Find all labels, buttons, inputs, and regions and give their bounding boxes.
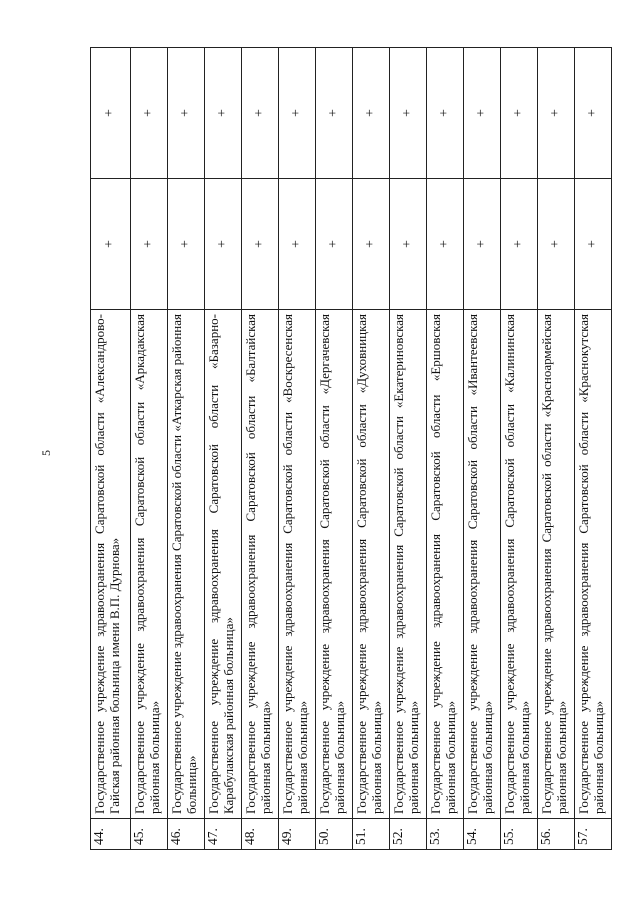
mark-cell-2: + bbox=[168, 48, 205, 179]
row-number: 48. bbox=[242, 819, 279, 850]
institution-name: Государственное учреждение здравоохранения Саратовской области «Ивантеевская районная больница» bbox=[464, 310, 501, 819]
mark-cell-1: + bbox=[575, 179, 612, 310]
row-number: 54. bbox=[464, 819, 501, 850]
mark-cell-2: + bbox=[464, 48, 501, 179]
institution-name: Государственное учреждение здравоохранения Саратовской области «Красноармейская районная больница» bbox=[538, 310, 575, 819]
institution-name: Государственное учреждение здравоохранения Саратовской области «Краснокутская районная больница» bbox=[575, 310, 612, 819]
mark-cell-1: + bbox=[390, 179, 427, 310]
row-number: 45. bbox=[131, 819, 168, 850]
table-row bbox=[279, 48, 316, 850]
row-number: 55. bbox=[501, 819, 538, 850]
table-row bbox=[131, 48, 168, 850]
page-number: 5 bbox=[39, 450, 53, 456]
institution-name: Государственное учреждение здравоохранения Саратовской области «Аркадакская районная больница» bbox=[131, 310, 168, 819]
mark-cell-1: + bbox=[427, 179, 464, 310]
row-number: 51. bbox=[353, 819, 390, 850]
mark-cell-2: + bbox=[279, 48, 316, 179]
mark-cell-1: + bbox=[131, 179, 168, 310]
mark-cell-1: + bbox=[279, 179, 316, 310]
table-row bbox=[316, 48, 353, 850]
mark-cell-2: + bbox=[538, 48, 575, 179]
table-row bbox=[168, 48, 205, 850]
mark-cell-2: + bbox=[242, 48, 279, 179]
mark-cell-1: + bbox=[168, 179, 205, 310]
mark-cell-1: + bbox=[501, 179, 538, 310]
institution-name: Государственное учреждение здравоохранения Саратовской области «Дергачевская районная больница» bbox=[316, 310, 353, 819]
rotated-table-container bbox=[90, 56, 606, 850]
row-number: 57. bbox=[575, 819, 612, 850]
row-number: 47. bbox=[205, 819, 242, 850]
institution-name: Государственное учреждение здравоохранения Саратовской области «Александрово-Гайская районная больница имени В.П. Дурнова» bbox=[91, 310, 131, 819]
mark-cell-1: + bbox=[353, 179, 390, 310]
mark-cell-2: + bbox=[427, 48, 464, 179]
document-table-area bbox=[90, 56, 606, 850]
mark-cell-2: + bbox=[575, 48, 612, 179]
mark-cell-2: + bbox=[390, 48, 427, 179]
mark-cell-1: + bbox=[538, 179, 575, 310]
table-row bbox=[464, 48, 501, 850]
table-row bbox=[353, 48, 390, 850]
institution-name: Государственное учреждение здравоохранения Саратовской области «Калининская районная больница» bbox=[501, 310, 538, 819]
row-number: 46. bbox=[168, 819, 205, 850]
mark-cell-1: + bbox=[205, 179, 242, 310]
mark-cell-2: + bbox=[205, 48, 242, 179]
table-row bbox=[91, 48, 131, 850]
mark-cell-2: + bbox=[501, 48, 538, 179]
mark-cell-2: + bbox=[131, 48, 168, 179]
institution-name: Государственное учреждение здравоохранения Саратовской области «Аткарская районная больница» bbox=[168, 310, 205, 819]
row-number: 56. bbox=[538, 819, 575, 850]
table-row bbox=[501, 48, 538, 850]
row-number: 49. bbox=[279, 819, 316, 850]
table-row bbox=[538, 48, 575, 850]
row-number: 50. bbox=[316, 819, 353, 850]
row-number: 53. bbox=[427, 819, 464, 850]
hospital-table bbox=[90, 47, 612, 850]
table-row bbox=[205, 48, 242, 850]
mark-cell-2: + bbox=[353, 48, 390, 179]
table-row bbox=[390, 48, 427, 850]
table-body bbox=[91, 48, 612, 850]
row-number: 52. bbox=[390, 819, 427, 850]
mark-cell-1: + bbox=[464, 179, 501, 310]
table-row bbox=[427, 48, 464, 850]
mark-cell-2: + bbox=[91, 48, 131, 179]
institution-name: Государственное учреждение здравоохранения Саратовской области «Воскресенская районная больница» bbox=[279, 310, 316, 819]
table-row bbox=[242, 48, 279, 850]
mark-cell-1: + bbox=[316, 179, 353, 310]
institution-name: Государственное учреждение здравоохранения Саратовской области «Екатериновская районная больница» bbox=[390, 310, 427, 819]
mark-cell-1: + bbox=[91, 179, 131, 310]
institution-name: Государственное учреждение здравоохранения Саратовской области «Базарно-Карабулакская районная больница» bbox=[205, 310, 242, 819]
table-row bbox=[575, 48, 612, 850]
mark-cell-2: + bbox=[316, 48, 353, 179]
row-number: 44. bbox=[91, 819, 131, 850]
mark-cell-1: + bbox=[242, 179, 279, 310]
institution-name: Государственное учреждение здравоохранения Саратовской области «Ершовская районная больница» bbox=[427, 310, 464, 819]
institution-name: Государственное учреждение здравоохранения Саратовской области «Духовницкая районная больница» bbox=[353, 310, 390, 819]
institution-name: Государственное учреждение здравоохранения Саратовской области «Балтайская районная больница» bbox=[242, 310, 279, 819]
